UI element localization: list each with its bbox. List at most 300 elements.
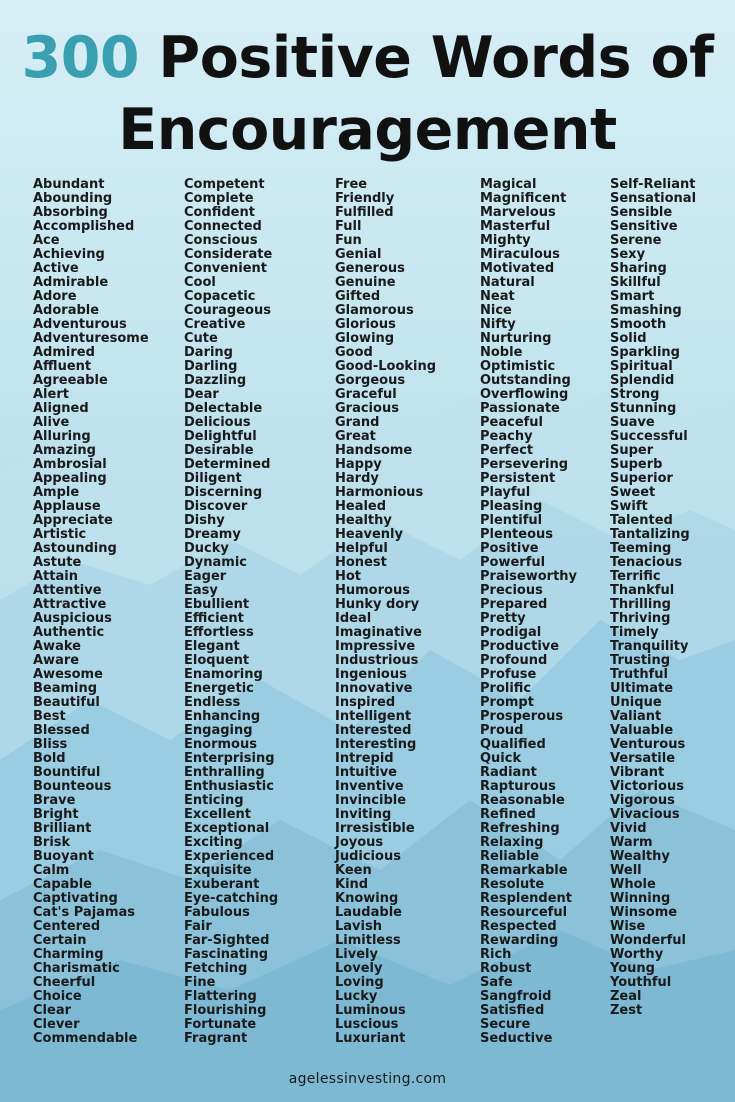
word-item: Achieving <box>33 247 105 262</box>
word-item: Talented <box>610 513 673 528</box>
word-item: Bold <box>33 751 66 766</box>
word-column-2 <box>184 178 278 1046</box>
word-item: Certain <box>33 933 87 948</box>
word-item: Self-Reliant <box>610 177 696 192</box>
word-item: Prolific <box>480 681 532 696</box>
word-item: Competent <box>184 177 265 192</box>
word-item: Experienced <box>184 849 275 864</box>
word-item: Hunky dory <box>335 597 420 612</box>
word-item: Fragrant <box>184 1031 248 1046</box>
word-item: Truthful <box>610 667 668 682</box>
word-item: Fair <box>184 919 212 934</box>
title-text: Positive Words of Encouragement <box>118 25 714 163</box>
word-item: Smart <box>610 289 655 304</box>
word-item: Serene <box>610 233 662 248</box>
word-item: Exceptional <box>184 821 270 836</box>
word-item: Successful <box>610 429 688 444</box>
word-item: Fun <box>335 233 362 248</box>
word-item: Vivacious <box>610 807 680 822</box>
word-item: Fetching <box>184 961 248 976</box>
word-item: Invincible <box>335 793 407 808</box>
word-item: Outstanding <box>480 373 571 388</box>
word-item: Mighty <box>480 233 531 248</box>
word-item: Enthralling <box>184 765 265 780</box>
word-item: Loving <box>335 975 384 990</box>
word-item: Daring <box>184 345 233 360</box>
word-item: Knowing <box>335 891 399 906</box>
word-item: Superb <box>610 457 663 472</box>
word-item: Resolute <box>480 877 545 892</box>
word-item: Great <box>335 429 376 444</box>
word-item: Glorious <box>335 317 396 332</box>
word-item: Adorable <box>33 303 100 318</box>
word-item: Rewarding <box>480 933 559 948</box>
word-item: Abounding <box>33 191 113 206</box>
word-item: Pleasing <box>480 499 543 514</box>
word-item: Affluent <box>33 359 92 374</box>
word-item: Tranquility <box>610 639 689 654</box>
word-item: Brisk <box>33 835 71 850</box>
word-item: Valuable <box>610 723 674 738</box>
word-item: Productive <box>480 639 560 654</box>
word-item: Charismatic <box>33 961 120 976</box>
word-item: Delectable <box>184 401 263 416</box>
word-item: Considerate <box>184 247 273 262</box>
word-item: Dishy <box>184 513 225 528</box>
word-item: Engaging <box>184 723 253 738</box>
word-item: Dazzling <box>184 373 247 388</box>
word-item: Optimistic <box>480 359 556 374</box>
word-item: Far-Sighted <box>184 933 270 948</box>
word-item: Splendid <box>610 373 675 388</box>
word-item: Absorbing <box>33 205 108 220</box>
word-item: Auspicious <box>33 611 112 626</box>
word-item: Keen <box>335 863 372 878</box>
word-item: Suave <box>610 415 655 430</box>
word-item: Fulfilled <box>335 205 394 220</box>
word-item: Fabulous <box>184 905 250 920</box>
word-item: Awesome <box>33 667 103 682</box>
word-item: Industrious <box>335 653 419 668</box>
word-item: Ace <box>33 233 60 248</box>
word-item: Nifty <box>480 317 516 332</box>
word-item: Seductive <box>480 1031 553 1046</box>
word-item: Radiant <box>480 765 537 780</box>
word-item: Whole <box>610 877 656 892</box>
word-item: Dreamy <box>184 527 241 542</box>
word-item: Intuitive <box>335 765 397 780</box>
word-item: Sparkling <box>610 345 680 360</box>
word-item: Inviting <box>335 807 392 822</box>
word-item: Solid <box>610 331 647 346</box>
word-item: Sangfroid <box>480 989 552 1004</box>
word-item: Enhancing <box>184 709 261 724</box>
word-item: Adventuresome <box>33 331 149 346</box>
word-item: Dynamic <box>184 555 248 570</box>
word-item: Safe <box>480 975 513 990</box>
word-item: Cheerful <box>33 975 96 990</box>
word-item: Beaming <box>33 681 98 696</box>
word-item: Conscious <box>184 233 258 248</box>
word-item: Eye-catching <box>184 891 279 906</box>
word-item: Noble <box>480 345 523 360</box>
word-item: Free <box>335 177 368 192</box>
word-item: Impressive <box>335 639 416 654</box>
word-item: Easy <box>184 583 218 598</box>
word-item: Vigorous <box>610 793 675 808</box>
word-item: Handsome <box>335 443 413 458</box>
word-item: Intrepid <box>335 751 394 766</box>
word-item: Skillful <box>610 275 661 290</box>
word-item: Fortunate <box>184 1017 257 1032</box>
word-item: Diligent <box>184 471 242 486</box>
word-item: Lovely <box>335 961 383 976</box>
word-item: Graceful <box>335 387 397 402</box>
word-item: Best <box>33 709 66 724</box>
word-item: Adventurous <box>33 317 127 332</box>
word-item: Bounteous <box>33 779 112 794</box>
word-item: Smashing <box>610 303 682 318</box>
word-item: Profuse <box>480 667 537 682</box>
word-item: Clear <box>33 1003 71 1018</box>
word-item: Inventive <box>335 779 404 794</box>
word-item: Complete <box>184 191 254 206</box>
word-item: Admired <box>33 345 95 360</box>
word-item: Resourceful <box>480 905 568 920</box>
word-item: Cute <box>184 331 218 346</box>
word-item: Bright <box>33 807 79 822</box>
word-item: Glamorous <box>335 303 414 318</box>
word-item: Bliss <box>33 737 68 752</box>
word-item: Humorous <box>335 583 410 598</box>
word-item: Helpful <box>335 541 388 556</box>
word-item: Elegant <box>184 639 240 654</box>
word-item: Thankful <box>610 583 675 598</box>
word-item: Perfect <box>480 443 534 458</box>
word-item: Buoyant <box>33 849 94 864</box>
word-item: Ambrosial <box>33 457 107 472</box>
word-item: Luxuriant <box>335 1031 406 1046</box>
word-item: Luscious <box>335 1017 399 1032</box>
word-item: Sensible <box>610 205 673 220</box>
word-item: Timely <box>610 625 659 640</box>
word-item: Good <box>335 345 373 360</box>
word-item: Reasonable <box>480 793 565 808</box>
word-item: Imaginative <box>335 625 422 640</box>
word-column-3 <box>335 178 436 1046</box>
word-item: Zest <box>610 1003 643 1018</box>
word-item: Neat <box>480 289 515 304</box>
word-item: Passionate <box>480 401 560 416</box>
word-item: Awake <box>33 639 81 654</box>
footer-website: agelessinvesting.com <box>288 1071 447 1087</box>
word-item: Commendable <box>33 1031 138 1046</box>
word-item: Profound <box>480 653 548 668</box>
word-item: Astounding <box>33 541 117 556</box>
word-item: Thriving <box>610 611 671 626</box>
word-item: Judicious <box>335 849 401 864</box>
word-item: Resplendent <box>480 891 572 906</box>
word-item: Spiritual <box>610 359 673 374</box>
word-item: Alive <box>33 415 70 430</box>
word-column-1 <box>33 178 149 1046</box>
word-item: Magnificent <box>480 191 567 206</box>
word-item: Happy <box>335 457 382 472</box>
word-item: Alluring <box>33 429 91 444</box>
word-item: Tantalizing <box>610 527 690 542</box>
word-item: Attractive <box>33 597 107 612</box>
word-item: Fascinating <box>184 947 269 962</box>
word-item: Charming <box>33 947 104 962</box>
word-item: Young <box>610 961 655 976</box>
word-item: Captivating <box>33 891 118 906</box>
word-item: Vibrant <box>610 765 665 780</box>
word-item: Grand <box>335 415 380 430</box>
word-item: Lavish <box>335 919 382 934</box>
word-item: Enticing <box>184 793 244 808</box>
word-item: Gorgeous <box>335 373 406 388</box>
word-item: Sexy <box>610 247 646 262</box>
word-item: Exciting <box>184 835 243 850</box>
word-item: Lucky <box>335 989 378 1004</box>
word-item: Motivated <box>480 261 555 276</box>
word-item: Innovative <box>335 681 413 696</box>
word-item: Friendly <box>335 191 395 206</box>
word-item: Rapturous <box>480 779 556 794</box>
word-item: Rich <box>480 947 512 962</box>
word-item: Persevering <box>480 457 569 472</box>
word-column-4 <box>480 178 577 1046</box>
word-item: Copacetic <box>184 289 256 304</box>
word-item: Glowing <box>335 331 395 346</box>
word-item: Aware <box>33 653 80 668</box>
word-item: Enthusiastic <box>184 779 274 794</box>
word-item: Ample <box>33 485 80 500</box>
word-item: Trusting <box>610 653 671 668</box>
word-item: Abundant <box>33 177 105 192</box>
word-item: Proud <box>480 723 524 738</box>
word-item: Winsome <box>610 905 678 920</box>
word-item: Robust <box>480 961 532 976</box>
word-item: Beautiful <box>33 695 100 710</box>
word-item: Determined <box>184 457 271 472</box>
word-item: Ebullient <box>184 597 250 612</box>
word-item: Vivid <box>610 821 647 836</box>
word-item: Brilliant <box>33 821 92 836</box>
word-item: Healthy <box>335 513 392 528</box>
word-item: Endless <box>184 695 241 710</box>
word-item: Teeming <box>610 541 672 556</box>
word-item: Superior <box>610 471 673 486</box>
word-item: Hardy <box>335 471 379 486</box>
word-item: Prosperous <box>480 709 564 724</box>
word-item: Relaxing <box>480 835 544 850</box>
word-item: Qualified <box>480 737 546 752</box>
word-item: Exuberant <box>184 877 260 892</box>
word-item: Strong <box>610 387 660 402</box>
word-item: Authentic <box>33 625 105 640</box>
word-item: Discover <box>184 499 248 514</box>
word-item: Generous <box>335 261 405 276</box>
word-item: Zeal <box>610 989 642 1004</box>
word-item: Enamoring <box>184 667 263 682</box>
word-item: Blessed <box>33 723 90 738</box>
word-item: Clever <box>33 1017 80 1032</box>
word-item: Interested <box>335 723 412 738</box>
word-item: Swift <box>610 499 648 514</box>
word-item: Darling <box>184 359 238 374</box>
word-item: Plentiful <box>480 513 543 528</box>
word-column-5 <box>610 178 696 1018</box>
word-item: Wonderful <box>610 933 686 948</box>
word-item: Kind <box>335 877 369 892</box>
word-item: Calm <box>33 863 70 878</box>
word-item: Eager <box>184 569 227 584</box>
word-item: Versatile <box>610 751 676 766</box>
word-item: Sweet <box>610 485 656 500</box>
word-item: Secure <box>480 1017 531 1032</box>
word-item: Laudable <box>335 905 402 920</box>
word-item: Efficient <box>184 611 244 626</box>
word-item: Gifted <box>335 289 381 304</box>
word-item: Ultimate <box>610 681 674 696</box>
word-item: Inspired <box>335 695 396 710</box>
word-item: Terrific <box>610 569 661 584</box>
word-item: Fine <box>184 975 216 990</box>
word-item: Sharing <box>610 261 667 276</box>
word-item: Astute <box>33 555 82 570</box>
word-item: Appealing <box>33 471 107 486</box>
word-item: Refreshing <box>480 821 560 836</box>
word-item: Heavenly <box>335 527 403 542</box>
word-item: Wealthy <box>610 849 670 864</box>
word-item: Flourishing <box>184 1003 267 1018</box>
word-item: Intelligent <box>335 709 412 724</box>
word-item: Enterprising <box>184 751 275 766</box>
word-item: Delightful <box>184 429 257 444</box>
word-item: Thrilling <box>610 597 671 612</box>
word-item: Flattering <box>184 989 257 1004</box>
word-item: Cool <box>184 275 216 290</box>
word-item: Lively <box>335 947 378 962</box>
word-item: Prepared <box>480 597 548 612</box>
word-item: Amazing <box>33 443 96 458</box>
word-item: Quick <box>480 751 522 766</box>
word-item: Persistent <box>480 471 556 486</box>
word-item: Valiant <box>610 709 662 724</box>
word-item: Positive <box>480 541 539 556</box>
word-item: Enormous <box>184 737 257 752</box>
word-item: Hot <box>335 569 362 584</box>
word-item: Ingenious <box>335 667 407 682</box>
word-item: Attentive <box>33 583 102 598</box>
word-item: Joyous <box>335 835 384 850</box>
word-item: Harmonious <box>335 485 424 500</box>
word-item: Honest <box>335 555 387 570</box>
word-item: Praiseworthy <box>480 569 578 584</box>
word-item: Limitless <box>335 933 401 948</box>
word-item: Genuine <box>335 275 396 290</box>
word-item: Energetic <box>184 681 254 696</box>
word-item: Remarkable <box>480 863 568 878</box>
word-item: Cat's Pajamas <box>33 905 136 920</box>
word-item: Aligned <box>33 401 89 416</box>
word-item: Discerning <box>184 485 263 500</box>
word-item: Nurturing <box>480 331 552 346</box>
word-item: Full <box>335 219 362 234</box>
word-item: Stunning <box>610 401 677 416</box>
word-item: Unique <box>610 695 662 710</box>
word-item: Victorious <box>610 779 684 794</box>
word-item: Delicious <box>184 415 251 430</box>
word-item: Sensitive <box>610 219 678 234</box>
word-item: Creative <box>184 317 246 332</box>
word-item: Convenient <box>184 261 268 276</box>
word-item: Genial <box>335 247 382 262</box>
word-item: Interesting <box>335 737 417 752</box>
word-item: Exquisite <box>184 863 252 878</box>
word-item: Capable <box>33 877 92 892</box>
word-item: Satisfied <box>480 1003 545 1018</box>
word-item: Adore <box>33 289 77 304</box>
word-item: Effortless <box>184 625 254 640</box>
word-item: Wise <box>610 919 646 934</box>
word-item: Ducky <box>184 541 229 556</box>
word-item: Desirable <box>184 443 254 458</box>
word-item: Ideal <box>335 611 372 626</box>
word-item: Confident <box>184 205 255 220</box>
word-item: Warm <box>610 835 653 850</box>
word-item: Refined <box>480 807 536 822</box>
word-item: Plenteous <box>480 527 554 542</box>
word-item: Active <box>33 261 79 276</box>
word-item: Masterful <box>480 219 551 234</box>
word-item: Healed <box>335 499 387 514</box>
word-item: Smooth <box>610 317 667 332</box>
word-item: Miraculous <box>480 247 560 262</box>
word-item: Applause <box>33 499 101 514</box>
word-item: Courageous <box>184 303 271 318</box>
word-item: Well <box>610 863 642 878</box>
word-item: Attain <box>33 569 78 584</box>
word-item: Excellent <box>184 807 251 822</box>
word-item: Natural <box>480 275 535 290</box>
word-item: Choice <box>33 989 82 1004</box>
word-item: Reliable <box>480 849 540 864</box>
word-item: Overflowing <box>480 387 569 402</box>
title-number: 300 <box>21 25 140 91</box>
word-item: Connected <box>184 219 262 234</box>
word-item: Dear <box>184 387 219 402</box>
word-item: Good-Looking <box>335 359 437 374</box>
word-item: Luminous <box>335 1003 406 1018</box>
word-item: Gracious <box>335 401 399 416</box>
word-item: Agreeable <box>33 373 108 388</box>
word-item: Powerful <box>480 555 546 570</box>
word-item: Tenacious <box>610 555 683 570</box>
word-item: Prodigal <box>480 625 542 640</box>
word-item: Admirable <box>33 275 109 290</box>
word-item: Worthy <box>610 947 664 962</box>
word-item: Irresistible <box>335 821 415 836</box>
word-item: Respected <box>480 919 557 934</box>
word-item: Appreciate <box>33 513 113 528</box>
page-title <box>0 22 735 166</box>
word-item: Artistic <box>33 527 87 542</box>
word-item: Winning <box>610 891 671 906</box>
word-item: Sensational <box>610 191 697 206</box>
word-item: Bountiful <box>33 765 101 780</box>
